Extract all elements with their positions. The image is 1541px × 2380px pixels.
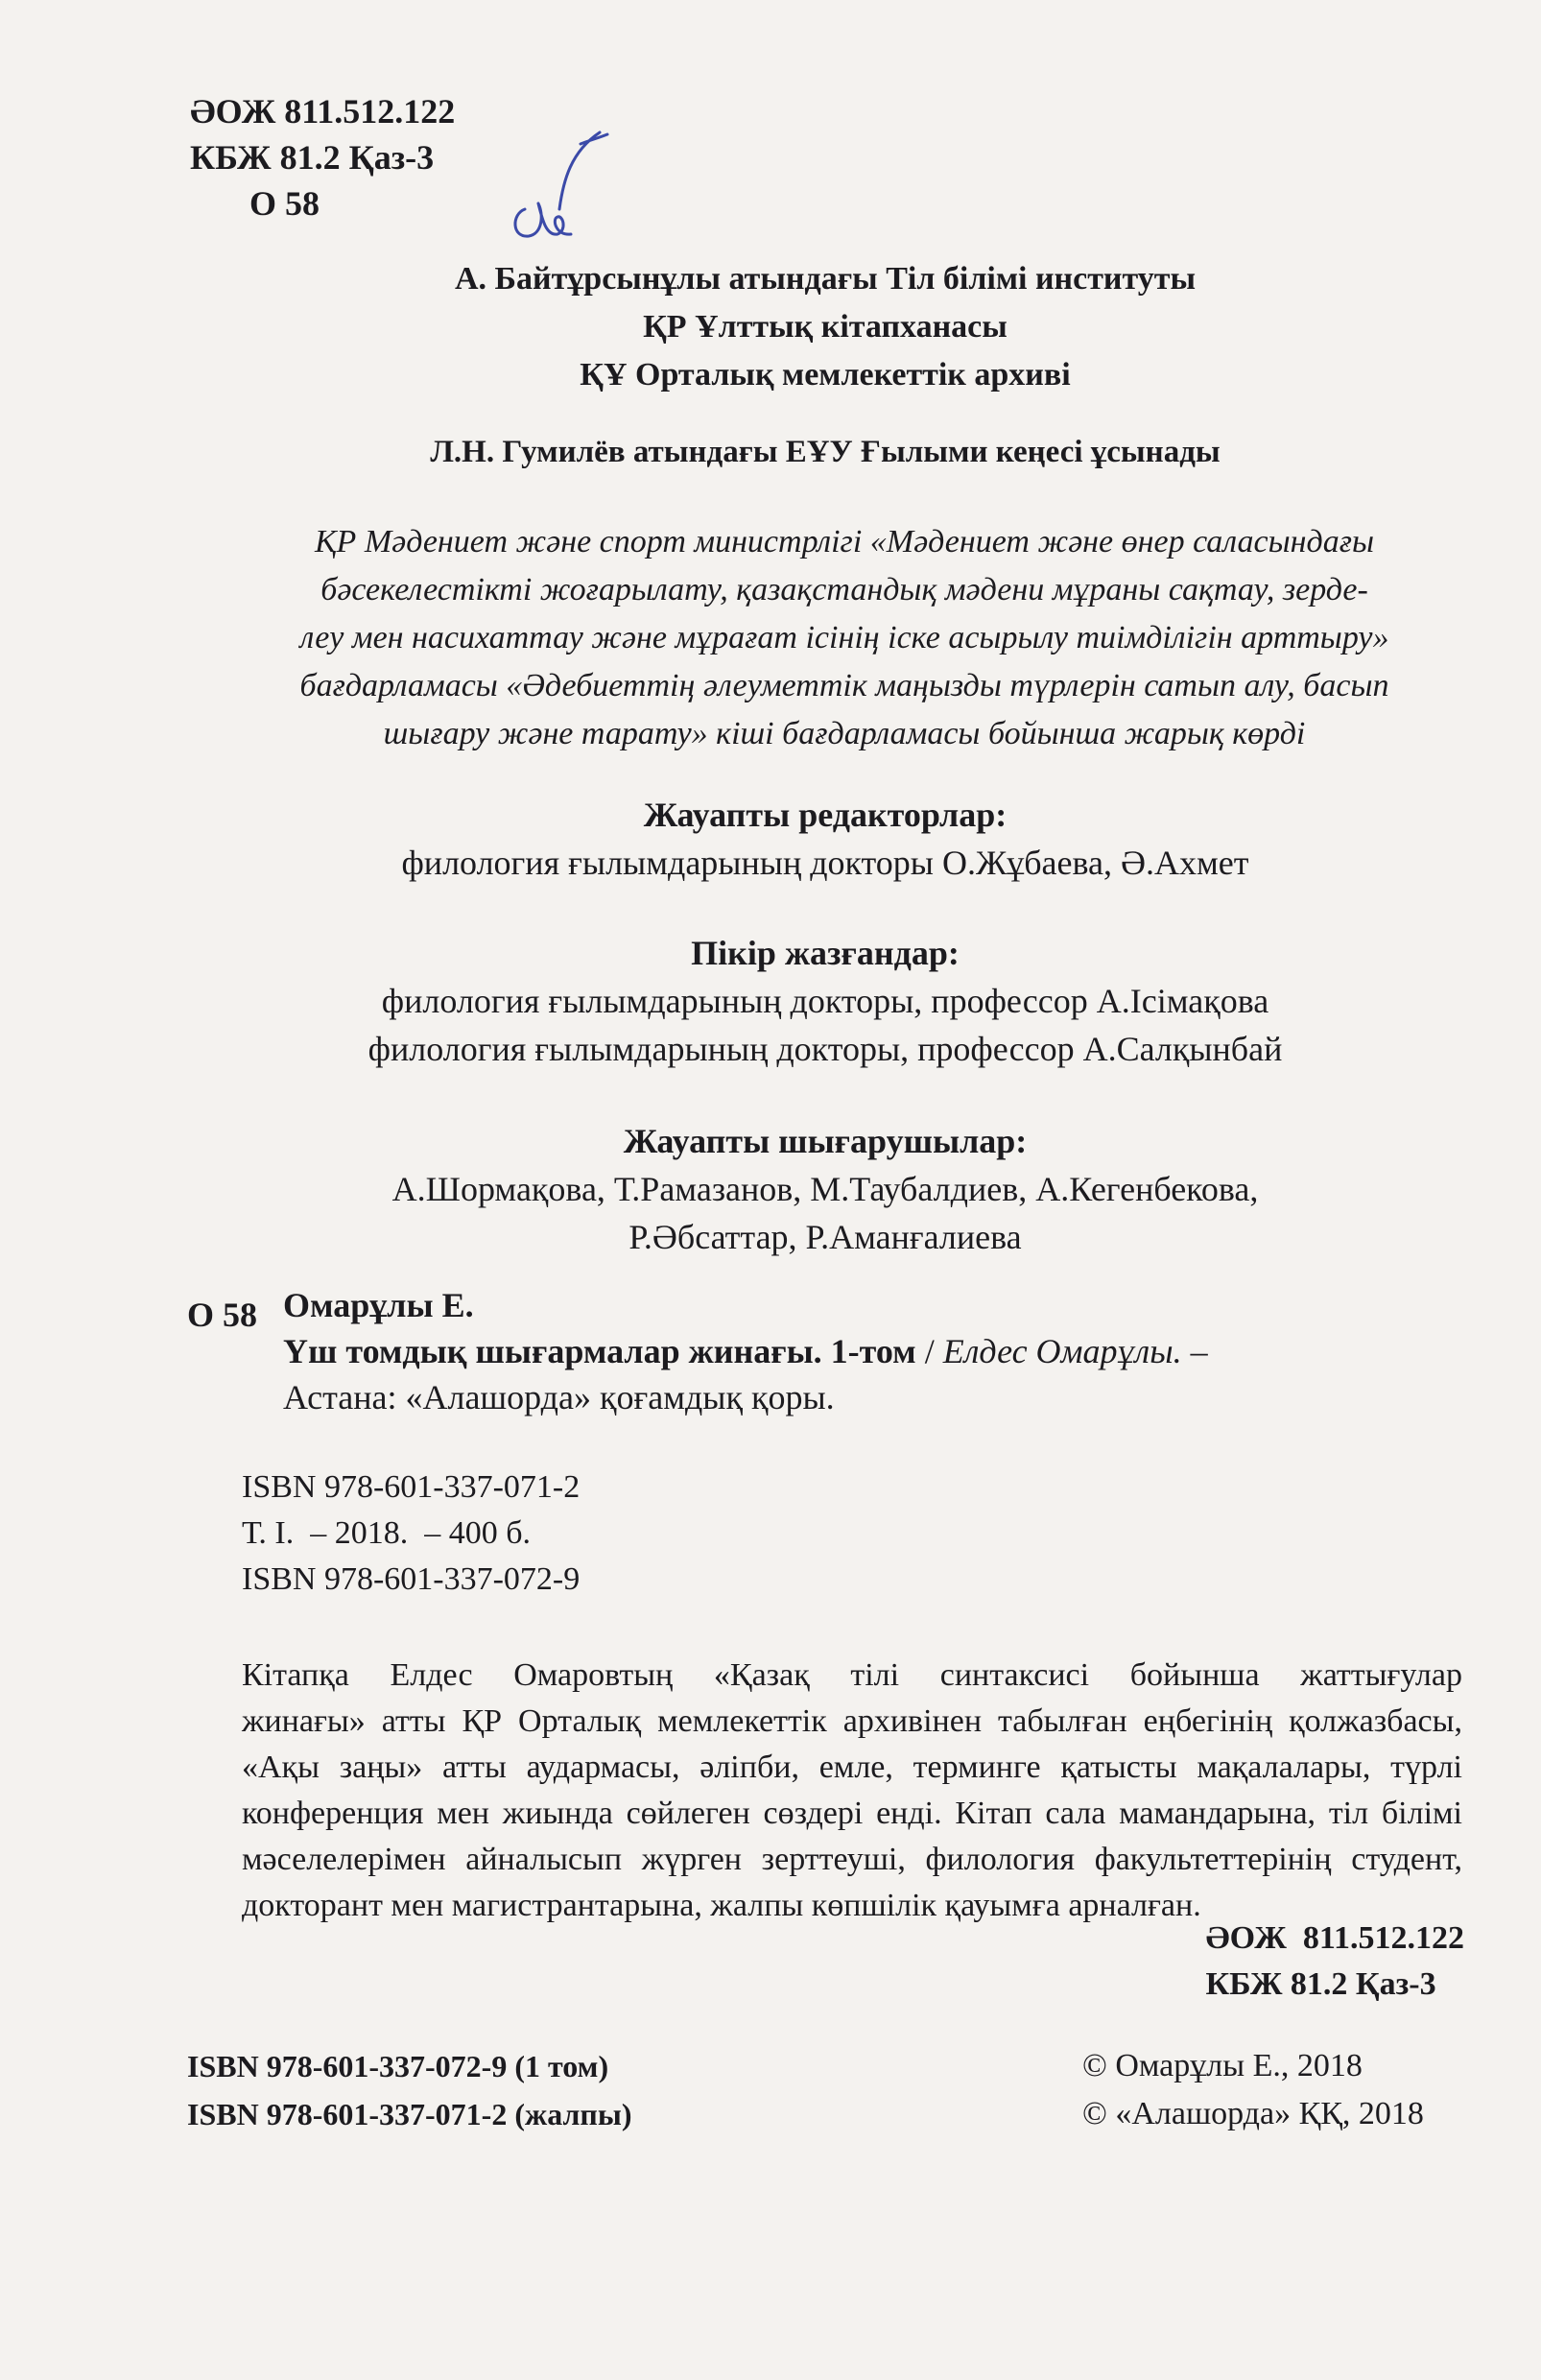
isbn-line: ISBN 978-601-337-071-2	[242, 1469, 581, 1505]
udc-code: ӘОЖ 811.512.122	[1205, 1920, 1464, 1956]
copyright-line: © «Алашорда» ҚҚ, 2018	[1082, 2096, 1424, 2131]
catalog-responsibility: Елдес Омарұлы.	[942, 1332, 1182, 1370]
catalog-publisher: Астана: «Алашорда» қоғамдық қоры.	[283, 1378, 835, 1416]
publisher-line: А.Шормақова, Т.Рамазанов, М.Таубалдиев, А.Кегенбекова,	[391, 1170, 1259, 1208]
funding-line: бәсекелестікті жоғарылату, қазақстандық мәдени мұраны сақтау, зерде-	[320, 572, 1368, 607]
reviewers-block	[192, 929, 1458, 1073]
catalog-slash: /	[915, 1332, 943, 1370]
funding-statement	[259, 518, 1430, 758]
catalog-code: О 58	[187, 1296, 258, 1334]
annotation-line: докторант мен магистрантарына, жалпы көпшілік қауымға арналған.	[242, 1888, 1201, 1923]
bbk-code: КБЖ 81.2 Қаз-3	[190, 138, 435, 177]
catalog-title-line	[283, 1328, 1208, 1374]
funding-line: леу мен насихаттау және мұрағат ісінің іске асырылу тиімділігін арттыру»	[299, 620, 1389, 655]
catalog-dash: –	[1181, 1332, 1208, 1370]
recommendation-line: Л.Н. Гумилёв атындағы ЕҰУ Ғылыми кеңесі ұсынады	[430, 435, 1221, 469]
copyright-block	[1082, 2042, 1424, 2138]
institution-line: ҚҰ Орталық мемлекеттік архиві	[580, 357, 1071, 393]
funding-line: шығару және тарату» кіші бағдарламасы бойынша жарық көрді	[383, 716, 1306, 751]
annotation-line: «Ақы заңы» атты аудармасы, әліпби, емле, терминге қатысты мақалалары, түрлі	[242, 1749, 1462, 1785]
isbn-line: ISBN 978-601-337-071-2 (жалпы)	[187, 2097, 632, 2131]
institutions-list	[192, 255, 1458, 399]
annotation	[242, 1653, 1462, 1929]
classification-codes-bottom	[1206, 1916, 1464, 2008]
reviewer-line: филология ғылымдарының докторы, профессор А.Салқынбай	[367, 1030, 1283, 1068]
copyright-line: © Омарұлы Е., 2018	[1082, 2048, 1363, 2083]
isbn-footer	[187, 2042, 632, 2138]
volume-line: Т. І. – 2018. – 400 б.	[242, 1515, 531, 1551]
publishers-block	[192, 1117, 1458, 1261]
funding-line: бағдарламасы «Әдебиеттің әлеуметтік маңызды түрлерін сатып алу, басып	[299, 668, 1389, 703]
annotation-line: мәселелерімен айналысып жүрген зерттеуші, филология факультеттерінің студент,	[242, 1842, 1462, 1877]
annotation-line: Кітапқа Елдес Омаровтың «Қазақ тілі синтаксисі бойынша жаттығулар	[242, 1657, 1462, 1693]
catalog-author: Омарұлы Е.	[283, 1286, 474, 1324]
publishers-heading: Жауапты шығарушылар:	[623, 1122, 1028, 1160]
classification-codes	[190, 88, 455, 226]
funding-line: ҚР Мәдениет және спорт министрлігі «Мәдениет және өнер саласындағы	[314, 524, 1375, 559]
annotation-line: конференция мен жиында сөйлеген сөздері енді. Кітап сала мамандарына, тіл білімі	[242, 1796, 1462, 1831]
bbk-code: КБЖ 81.2 Қаз-3	[1205, 1966, 1436, 2002]
catalog-title: Үш томдық шығармалар жинағы. 1-том	[283, 1332, 916, 1370]
udc-code: ӘОЖ 811.512.122	[190, 92, 456, 131]
publisher-line: Р.Әбсаттар, Р.Аманғалиева	[628, 1218, 1022, 1256]
isbn-line: ISBN 978-601-337-072-9	[242, 1561, 581, 1597]
institution-line: А. Байтұрсынұлы атындағы Тіл білімі институты	[454, 261, 1197, 297]
catalog-isbns	[242, 1464, 580, 1603]
reviewer-line: филология ғылымдарының докторы, профессор А.Ісімақова	[381, 982, 1269, 1020]
reviewers-heading: Пікір жазғандар:	[691, 934, 960, 972]
editors-heading: Жауапты редакторлар:	[643, 796, 1008, 834]
institution-line: ҚР Ұлттық кітапханасы	[643, 309, 1008, 345]
handwritten-signature	[504, 123, 619, 248]
annotation-line: жинағы» атты ҚР Орталық мемлекеттік архивінен табылған еңбегінің қолжазбасы,	[242, 1703, 1462, 1739]
author-mark: О 58	[249, 184, 320, 223]
editors-line: филология ғылымдарының докторы О.Жұбаева, Ә.Ахмет	[401, 844, 1249, 882]
editors-block	[192, 791, 1458, 887]
isbn-line: ISBN 978-601-337-072-9 (1 том)	[187, 2049, 609, 2083]
